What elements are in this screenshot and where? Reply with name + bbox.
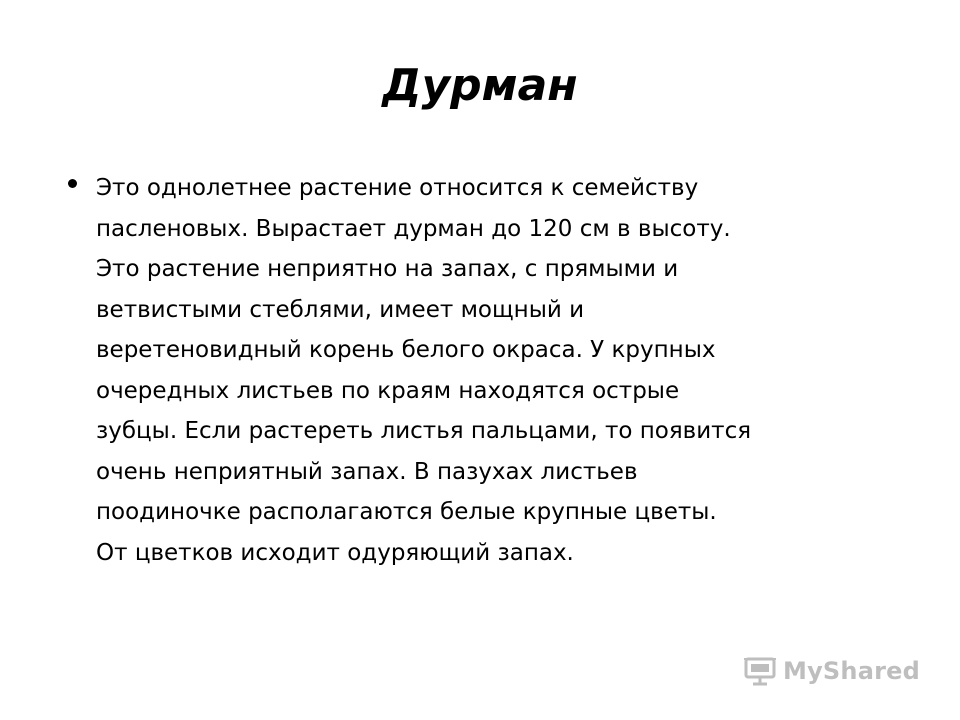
text-line: Это растение неприятно на запах, с прямыми и <box>96 256 679 282</box>
slide-title: Дурман <box>382 60 578 111</box>
text-line: веретеновидный корень белого окраса. У крупных <box>96 337 716 363</box>
watermark-text: MyShared <box>783 657 920 685</box>
text-line: поодиночке располагаются белые крупные цветы. <box>96 499 717 525</box>
bullet-point-icon <box>68 179 77 188</box>
presentation-screen-icon <box>743 655 777 687</box>
text-line: пасленовых. Вырастает дурман до 120 см в высоту. <box>96 215 731 242</box>
text-line: очень неприятный запах. В пазухах листьев <box>96 458 638 485</box>
bullet-text <box>96 168 916 573</box>
watermark-logo <box>743 655 920 687</box>
text-line: ветвистыми стеблями, имеет мощный и <box>96 296 585 323</box>
text-line: От цветков исходит одуряющий запах. <box>96 539 574 566</box>
text-line: очередных листьев по краям находятся острые <box>96 377 680 404</box>
text-line: Это однолетнее растение относится к семейству <box>96 175 699 201</box>
bullet-list <box>68 168 916 573</box>
text-line: зубцы. Если растереть листья пальцами, то появится <box>96 418 752 444</box>
